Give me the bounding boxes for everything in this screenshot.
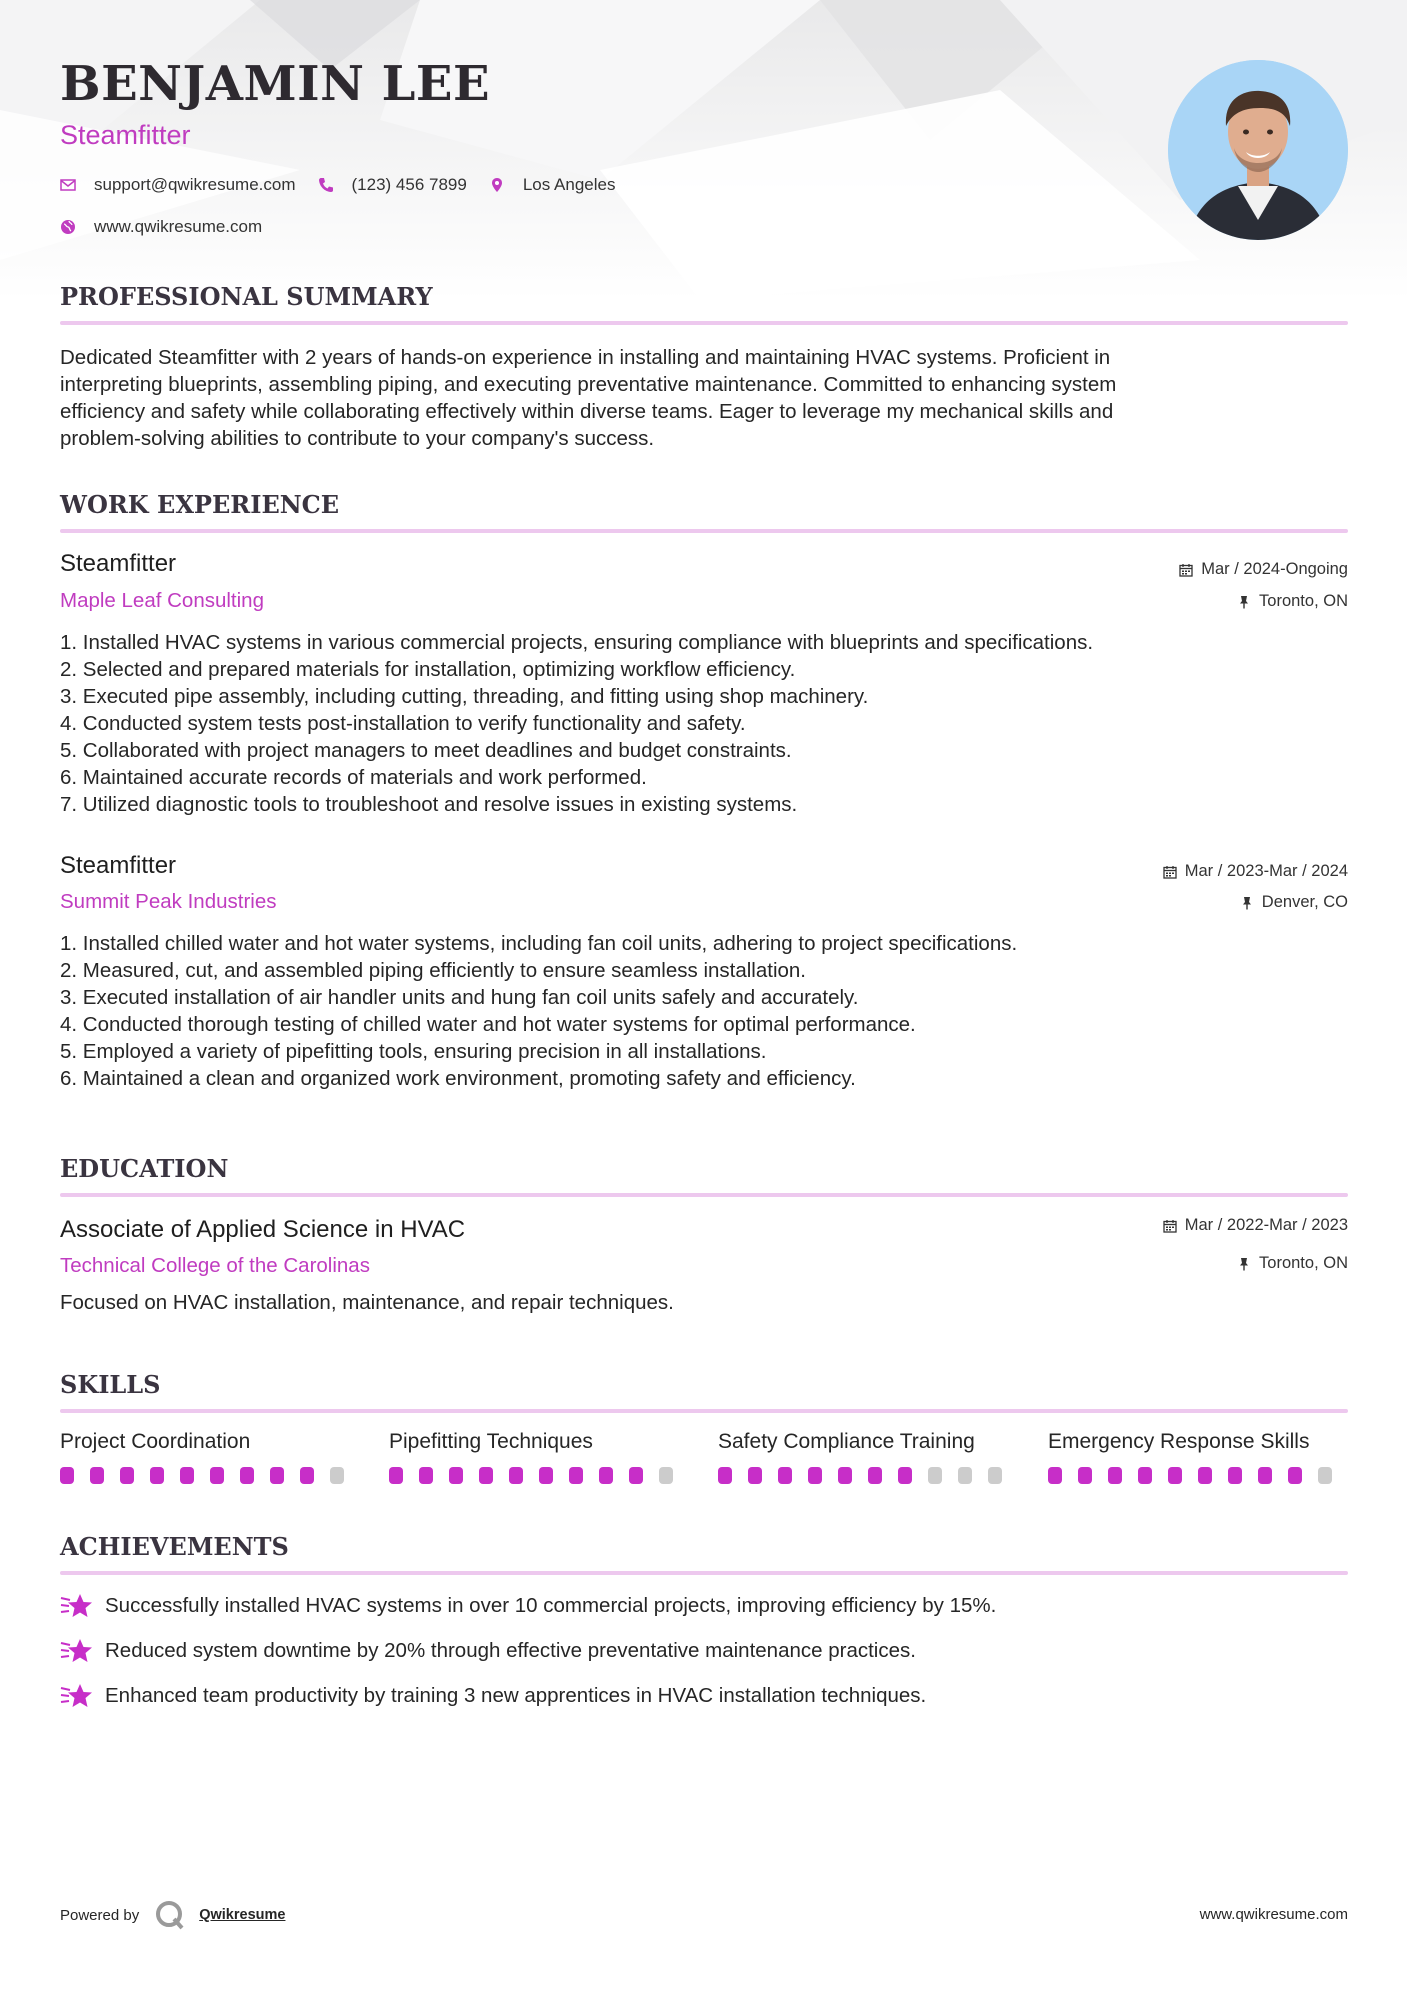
skill-name: Project Coordination bbox=[60, 1430, 251, 1453]
candidate-name: BENJAMIN LEE bbox=[60, 56, 491, 112]
contact-phone[interactable] bbox=[318, 175, 467, 195]
achievement-item bbox=[60, 1682, 926, 1710]
achievement-item bbox=[60, 1592, 996, 1620]
summary-line: efficiency and safety while collaborating effectively within diverse teams. Eager to leverage my mechanical skills and bbox=[60, 400, 1114, 423]
list-item: 6. Maintained accurate records of materials and work performed. bbox=[60, 766, 647, 789]
skill-item bbox=[718, 1430, 1018, 1484]
achievement-text: Enhanced team productivity by training 3 new apprentices in HVAC installation techniques. bbox=[105, 1684, 927, 1707]
education-school: Technical College of the Carolinas bbox=[60, 1254, 370, 1277]
achievements-heading: ACHIEVEMENTS bbox=[60, 1532, 289, 1561]
email-text: support@qwikresume.com bbox=[94, 175, 296, 194]
job-dates-text: Mar / 2024-Ongoing bbox=[1201, 560, 1348, 578]
globe-icon bbox=[60, 219, 76, 235]
list-item: 1. Installed chilled water and hot water systems, including fan coil units, adhering to project specifications. bbox=[60, 932, 1018, 955]
location-text: Los Angeles bbox=[522, 175, 616, 194]
education-location bbox=[1237, 1254, 1348, 1273]
achievement-item bbox=[60, 1637, 916, 1665]
list-item: 3. Executed pipe assembly, including cutting, threading, and fitting using shop machinery. bbox=[60, 685, 869, 708]
list-item: 2. Selected and prepared materials for installation, optimizing workflow efficiency. bbox=[60, 658, 796, 681]
calendar-icon bbox=[1163, 865, 1177, 879]
envelope-icon bbox=[60, 177, 76, 193]
skill-dot-empty bbox=[659, 1467, 673, 1484]
skill-dot-empty bbox=[988, 1467, 1002, 1484]
skill-dot-filled bbox=[509, 1467, 523, 1484]
job-dates bbox=[1179, 560, 1348, 579]
website-text: www.qwikresume.com bbox=[94, 217, 263, 236]
job-title: Steamfitter bbox=[60, 852, 177, 879]
skill-dot-filled bbox=[599, 1467, 613, 1484]
job-dates bbox=[1163, 862, 1348, 881]
skill-dot-filled bbox=[808, 1467, 822, 1484]
experience-divider bbox=[60, 529, 1348, 533]
contact-row-secondary bbox=[60, 217, 284, 237]
qwikresume-logo-icon bbox=[155, 1900, 185, 1930]
job-location-text: Toronto, ON bbox=[1259, 592, 1348, 610]
skill-dot-empty bbox=[330, 1467, 344, 1484]
skill-dot-filled bbox=[479, 1467, 493, 1484]
phone-text: (123) 456 7899 bbox=[351, 175, 467, 194]
skill-rating bbox=[718, 1467, 1018, 1484]
summary-text bbox=[60, 344, 1350, 452]
job-bullet-list bbox=[60, 629, 1350, 818]
skill-rating bbox=[1048, 1467, 1348, 1484]
skill-dot-filled bbox=[389, 1467, 403, 1484]
skill-item bbox=[389, 1430, 689, 1484]
summary-line: Dedicated Steamfitter with 2 years of hands-on experience in installing and maintaining HVAC systems. Proficient in bbox=[60, 346, 1111, 369]
shooting-star-icon bbox=[60, 1637, 93, 1665]
skill-dot-filled bbox=[300, 1467, 314, 1484]
summary-divider bbox=[60, 321, 1348, 325]
job-company: Maple Leaf Consulting bbox=[60, 589, 264, 612]
list-item: 3. Executed installation of air handler units and hung fan coil units safely and accurately. bbox=[60, 986, 859, 1009]
skill-dot-filled bbox=[180, 1467, 194, 1484]
skill-item bbox=[1048, 1430, 1348, 1484]
qwikresume-link[interactable]: Qwikresume bbox=[199, 1907, 286, 1923]
skill-dot-empty bbox=[958, 1467, 972, 1484]
skill-item bbox=[60, 1430, 360, 1484]
skill-dot-filled bbox=[120, 1467, 134, 1484]
skill-dot-filled bbox=[150, 1467, 164, 1484]
calendar-icon bbox=[1179, 563, 1193, 577]
skill-dot-filled bbox=[449, 1467, 463, 1484]
job-location bbox=[1240, 893, 1348, 912]
education-degree: Associate of Applied Science in HVAC bbox=[60, 1216, 466, 1243]
shooting-star-icon bbox=[60, 1682, 93, 1710]
list-item: 2. Measured, cut, and assembled piping efficiently to ensure seamless installation. bbox=[60, 959, 807, 982]
skill-rating bbox=[389, 1467, 689, 1484]
job-title: Steamfitter bbox=[60, 550, 177, 577]
skill-dot-filled bbox=[1228, 1467, 1242, 1484]
contact-location bbox=[489, 175, 616, 195]
education-heading: EDUCATION bbox=[60, 1154, 229, 1183]
candidate-title: Steamfitter bbox=[60, 120, 191, 150]
skill-name: Pipefitting Techniques bbox=[389, 1430, 593, 1453]
job-dates-text: Mar / 2023-Mar / 2024 bbox=[1184, 862, 1348, 880]
skill-dot-filled bbox=[1168, 1467, 1182, 1484]
education-dates-text: Mar / 2022-Mar / 2023 bbox=[1184, 1216, 1348, 1234]
map-pin-icon bbox=[489, 177, 505, 193]
skill-dot-filled bbox=[718, 1467, 732, 1484]
skill-dot-filled bbox=[1258, 1467, 1272, 1484]
education-location-text: Toronto, ON bbox=[1259, 1254, 1348, 1272]
profile-photo bbox=[1168, 60, 1348, 240]
list-item: 1. Installed HVAC systems in various commercial projects, ensuring compliance with blueprints and specifications. bbox=[60, 631, 1094, 654]
job-location-text: Denver, CO bbox=[1261, 893, 1348, 911]
contact-website[interactable] bbox=[60, 217, 262, 237]
skill-dot-filled bbox=[1048, 1467, 1062, 1484]
pushpin-icon bbox=[1240, 896, 1254, 910]
contact-email[interactable] bbox=[60, 175, 296, 195]
education-dates bbox=[1163, 1216, 1348, 1235]
calendar-icon bbox=[1163, 1219, 1177, 1233]
achievement-text: Reduced system downtime by 20% through effective preventative maintenance practices. bbox=[105, 1639, 916, 1662]
skill-dot-filled bbox=[539, 1467, 553, 1484]
skill-dot-filled bbox=[1288, 1467, 1302, 1484]
contact-row-primary bbox=[60, 175, 637, 195]
shooting-star-icon bbox=[60, 1592, 93, 1620]
skill-dot-filled bbox=[838, 1467, 852, 1484]
skill-dot-empty bbox=[1318, 1467, 1332, 1484]
job-bullet-list bbox=[60, 930, 1350, 1092]
pushpin-icon bbox=[1237, 1257, 1251, 1271]
footer-powered-by bbox=[60, 1900, 285, 1930]
powered-by-label: Powered by bbox=[60, 1906, 140, 1924]
footer-website[interactable]: www.qwikresume.com bbox=[1199, 1906, 1348, 1923]
skill-dot-filled bbox=[210, 1467, 224, 1484]
skill-dot-filled bbox=[748, 1467, 762, 1484]
skill-dot-filled bbox=[60, 1467, 74, 1484]
list-item: 4. Conducted thorough testing of chilled water and hot water systems for optimal performance. bbox=[60, 1013, 916, 1036]
skill-name: Emergency Response Skills bbox=[1048, 1430, 1310, 1453]
list-item: 7. Utilized diagnostic tools to troubleshoot and resolve issues in existing systems. bbox=[60, 793, 798, 816]
list-item: 5. Employed a variety of pipefitting tools, ensuring precision in all installations. bbox=[60, 1040, 767, 1063]
job-location bbox=[1237, 592, 1348, 611]
skill-dot-filled bbox=[419, 1467, 433, 1484]
skill-dot-filled bbox=[898, 1467, 912, 1484]
summary-line: interpreting blueprints, assembling piping, and executing preventative maintenance. Committed to enhancing system bbox=[60, 373, 1117, 396]
skill-dot-filled bbox=[90, 1467, 104, 1484]
phone-icon bbox=[318, 177, 334, 193]
skill-dot-filled bbox=[629, 1467, 643, 1484]
skills-heading: SKILLS bbox=[60, 1370, 161, 1399]
skill-dot-filled bbox=[1078, 1467, 1092, 1484]
skill-dot-filled bbox=[1138, 1467, 1152, 1484]
list-item: 5. Collaborated with project managers to meet deadlines and budget constraints. bbox=[60, 739, 792, 762]
skill-dot-filled bbox=[240, 1467, 254, 1484]
skills-divider bbox=[60, 1409, 1348, 1413]
achievement-text: Successfully installed HVAC systems in over 10 commercial projects, improving efficiency by 15%. bbox=[105, 1594, 997, 1617]
skill-dot-filled bbox=[270, 1467, 284, 1484]
skill-name: Safety Compliance Training bbox=[718, 1430, 975, 1453]
list-item: 4. Conducted system tests post-installation to verify functionality and safety. bbox=[60, 712, 746, 735]
job-company: Summit Peak Industries bbox=[60, 890, 277, 913]
skill-dot-filled bbox=[1198, 1467, 1212, 1484]
skill-dot-filled bbox=[868, 1467, 882, 1484]
pushpin-icon bbox=[1237, 595, 1251, 609]
skill-rating bbox=[60, 1467, 360, 1484]
experience-heading: WORK EXPERIENCE bbox=[60, 490, 340, 519]
profile-photo-illustration bbox=[1168, 60, 1348, 240]
education-description: Focused on HVAC installation, maintenance, and repair techniques. bbox=[60, 1291, 674, 1314]
skill-dot-filled bbox=[569, 1467, 583, 1484]
achievements-divider bbox=[60, 1571, 1348, 1575]
summary-heading: PROFESSIONAL SUMMARY bbox=[60, 282, 433, 311]
list-item: 6. Maintained a clean and organized work environment, promoting safety and efficiency. bbox=[60, 1067, 856, 1090]
education-divider bbox=[60, 1193, 1348, 1197]
skill-dot-filled bbox=[778, 1467, 792, 1484]
skill-dot-empty bbox=[928, 1467, 942, 1484]
summary-line: problem-solving abilities to contribute to your company's success. bbox=[60, 427, 655, 450]
skill-dot-filled bbox=[1108, 1467, 1122, 1484]
